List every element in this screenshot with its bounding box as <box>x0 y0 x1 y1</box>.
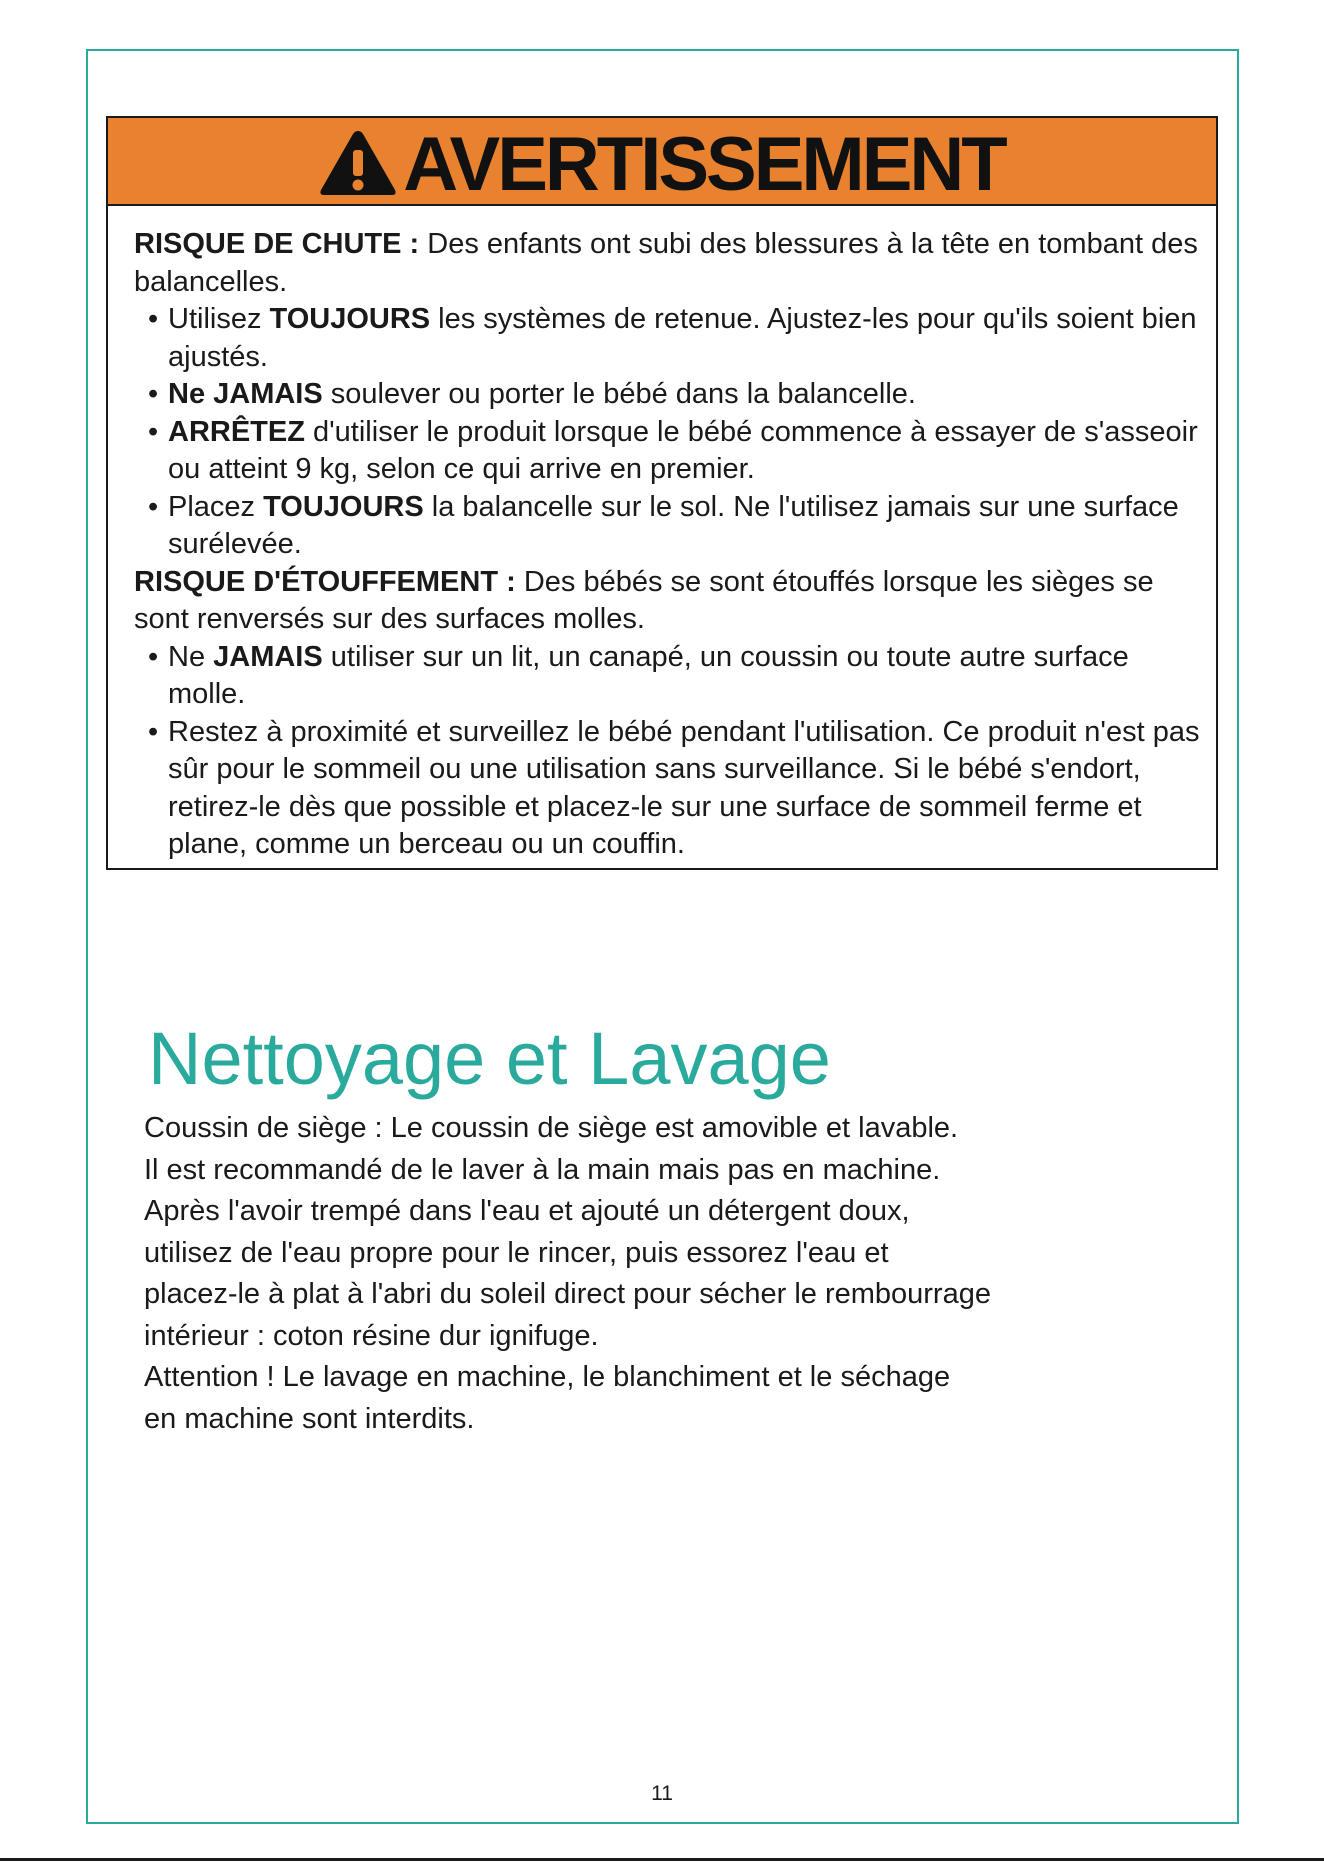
cleaning-section-title: Nettoyage et Lavage <box>148 1017 831 1100</box>
cleaning-line: Il est recommandé de le laver à la main mais pas en machine. <box>144 1153 941 1186</box>
bullet-emphasis: JAMAIS <box>213 640 323 673</box>
bullet-text: Placez <box>168 490 264 523</box>
cleaning-line: Après l'avoir trempé dans l'eau et ajouté un détergent doux, <box>144 1195 910 1227</box>
bullet-emphasis: TOUJOURS <box>263 490 424 523</box>
fall-risk-text: Des enfants ont subi des blessures à la tête en tombant des balancelles. <box>134 228 1198 298</box>
bullet-text: Ne <box>168 640 214 673</box>
cleaning-line: intérieur : coton résine dur ignifuge. <box>144 1319 599 1352</box>
warning-header <box>108 118 1216 206</box>
warning-bullet: • Restez à proximité et surveillez le bébé pendant l'utilisation. Ce produit n'est pas sûr pour le sommeil ou une utilisation sans surveillance. Si le bébé s'endort, retirez-le dès que possible et placez-le sur une surface de sommeil ferme et plane, comme un berceau ou un couffin. <box>148 715 1200 860</box>
bottom-divider <box>0 1858 1324 1861</box>
bullet-text: soulever ou porter le bébé dans la balancelle. <box>322 378 916 410</box>
cleaning-line: en machine sont interdits. <box>144 1402 475 1435</box>
bullet-text: Restez à proximité et surveillez le bébé pendant l'utilisation. Ce produit n'est pas sûr pour le sommeil ou une utilisation sans surveillance. Si le bébé s'endort, retirez-le dès que possible et placez-le sur une surface de sommeil ferme et plane, comme un berceau ou un couffin. <box>168 715 1200 860</box>
bullet-text: les systèmes de retenue. Ajustez-les pour qu'ils soient bien ajustés. <box>168 303 1197 373</box>
bullet-text: la balancelle sur le sol. Ne l'utilisez jamais sur une surface surélevée. <box>168 490 1179 560</box>
warning-bullet: • Placez TOUJOURS la balancelle sur le sol. Ne l'utilisez jamais sur une surface surélevée. <box>148 490 1179 560</box>
suffocation-risk-paragraph <box>134 564 1206 639</box>
warning-bullet: • Ne JAMAIS utiliser sur un lit, un canapé, un coussin ou toute autre surface molle. <box>148 640 1129 710</box>
cleaning-line: utilisez de l'eau propre pour le rincer, puis essorez l'eau et <box>144 1236 889 1269</box>
cleaning-line: Attention ! Le lavage en machine, le blanchiment et le séchage <box>144 1361 951 1393</box>
warning-triangle-icon <box>319 128 397 198</box>
cleaning-instructions <box>144 1108 1144 1440</box>
suffocation-risk-label: RISQUE D'ÉTOUFFEMENT : <box>134 565 516 598</box>
warning-title: AVERTISSEMENT <box>403 122 1005 207</box>
warning-body <box>108 206 1216 864</box>
bullet-emphasis: TOUJOURS <box>269 303 431 335</box>
fall-risk-paragraph <box>134 226 1206 301</box>
warning-bullet: • ARRÊTEZ d'utiliser le produit lorsque le bébé commence à essayer de s'asseoir ou atteint 9 kg, selon ce qui arrive en premier. <box>148 415 1198 485</box>
bullet-emphasis: Ne JAMAIS <box>168 378 323 410</box>
bullet-emphasis: ARRÊTEZ <box>168 415 305 448</box>
warning-bullet: • Utilisez TOUJOURS les systèmes de retenue. Ajustez-les pour qu'ils soient bien ajustés. <box>148 303 1197 373</box>
warning-bullet: • Ne JAMAIS soulever ou porter le bébé dans la balancelle. <box>148 378 916 410</box>
warning-box <box>106 116 1218 870</box>
bullet-text: d'utiliser le produit lorsque le bébé commence à essayer de s'asseoir ou atteint 9 kg, selon ce qui arrive en premier. <box>168 415 1198 485</box>
fall-risk-label: RISQUE DE CHUTE : <box>134 228 420 260</box>
bullet-text: utiliser sur un lit, un canapé, un coussin ou toute autre surface molle. <box>168 640 1129 710</box>
bullet-text: Utilisez <box>168 303 270 335</box>
cleaning-line: placez-le à plat à l'abri du soleil direct pour sécher le rembourrage <box>144 1278 991 1310</box>
cleaning-line: Coussin de siège : Le coussin de siège est amovible et lavable. <box>144 1112 959 1144</box>
suffocation-risk-text: Des bébés se sont étouffés lorsque les sièges se sont renversés sur des surfaces molles. <box>134 565 1154 635</box>
page-number: 11 <box>651 1782 673 1805</box>
